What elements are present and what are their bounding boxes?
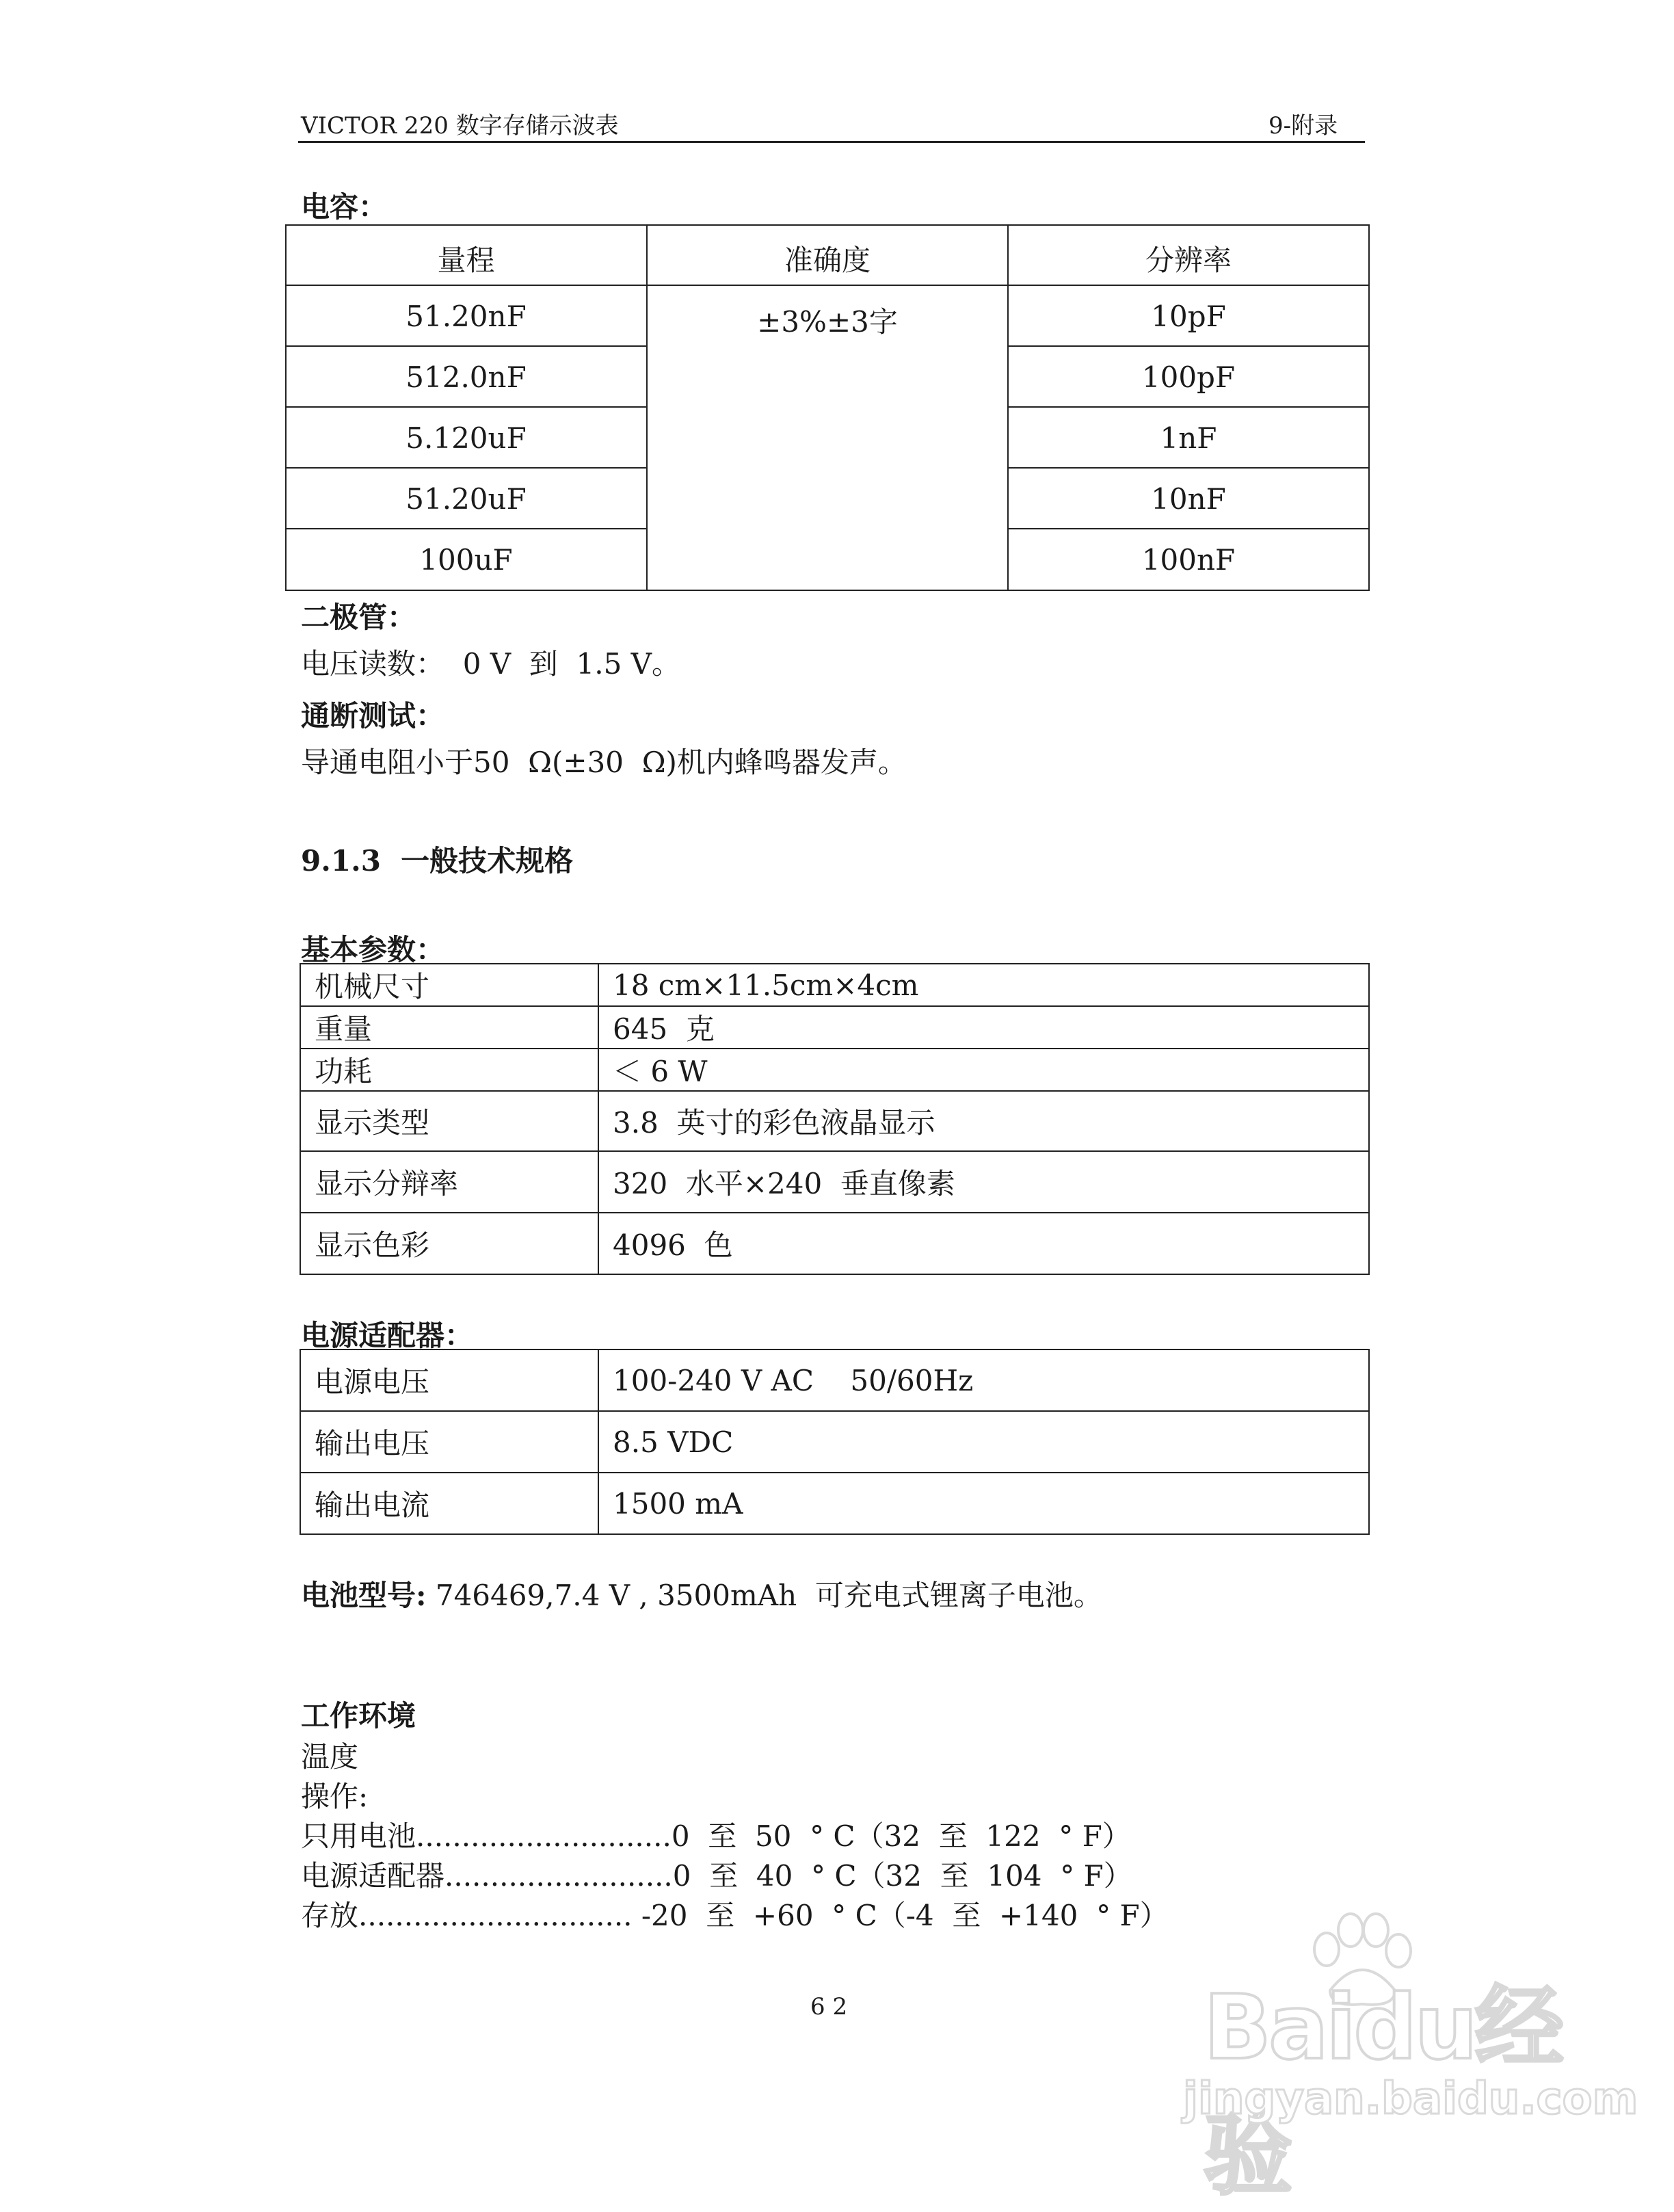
- range-cell: 512.0nF: [406, 360, 527, 394]
- table-row: [300, 1349, 1369, 1411]
- diode-heading: 二极管：: [301, 601, 416, 634]
- resolution-cell: 10pF: [1151, 300, 1226, 333]
- param-name: 显示色彩: [300, 1213, 598, 1274]
- table-row: [300, 1091, 1369, 1151]
- table-row: [300, 1006, 1369, 1049]
- document-title: VICTOR 220 数字存储示波表: [301, 112, 619, 140]
- resolution-cell: 100pF: [1141, 360, 1236, 394]
- environment-line: 温度: [301, 1740, 359, 1774]
- param-value: 645 克: [598, 1006, 1369, 1049]
- environment-heading: 工作环境: [301, 1699, 416, 1733]
- range-cell: 51.20nF: [406, 300, 527, 333]
- resolution-cell: 1nF: [1160, 421, 1217, 455]
- col-header-accuracy: 准确度: [784, 243, 871, 277]
- adapter-heading: 电源适配器：: [301, 1319, 474, 1352]
- param-value: ＜ 6 W: [598, 1049, 1369, 1091]
- param-value: 1500 mA: [598, 1473, 1369, 1534]
- resolution-cell: 100nF: [1141, 543, 1236, 577]
- param-name: 电源电压: [300, 1349, 598, 1411]
- range-cell: 5.120uF: [406, 421, 527, 455]
- adapter-table: [300, 1349, 1370, 1535]
- environment-line: 电源适配器.........................0 至 40 ° C（32 至 104 ° F）: [301, 1859, 1132, 1893]
- table-row: [300, 1213, 1369, 1274]
- resolution-cell: 10nF: [1151, 482, 1226, 516]
- continuity-heading: 通断测试：: [301, 699, 445, 733]
- param-value: 4096 色: [598, 1213, 1369, 1274]
- page-number: 6 2: [810, 1993, 848, 2020]
- param-name: 功耗: [300, 1049, 598, 1091]
- param-name: 重量: [300, 1006, 598, 1049]
- capacitance-table-grid: [285, 224, 1370, 591]
- range-cell: 51.20uF: [406, 482, 527, 516]
- param-value: 18 cm×11.5cm×4cm: [598, 964, 1369, 1006]
- param-name: 输出电流: [300, 1473, 598, 1534]
- continuity-text: 导通电阻小于50 Ω(±30 Ω)机内蜂鸣器发声。: [301, 746, 907, 779]
- table-row: [300, 1473, 1369, 1534]
- table-row: [300, 1049, 1369, 1091]
- environment-line: 只用电池............................0 至 50 ° C（32 至 122 ° F）: [301, 1819, 1131, 1853]
- basic-params-table: [300, 963, 1370, 1275]
- battery-line: [301, 1573, 1102, 1614]
- table-row: [300, 1151, 1369, 1213]
- col-header-resolution: 分辨率: [1145, 243, 1232, 277]
- header-rule: [298, 141, 1365, 143]
- param-value: 8.5 VDC: [598, 1411, 1369, 1473]
- range-cell: 100uF: [419, 543, 513, 577]
- battery-label: 电池型号:: [301, 1579, 427, 1612]
- section-title: 9.1.3 一般技术规格: [301, 844, 574, 878]
- basic-params-heading: 基本参数：: [301, 933, 445, 966]
- param-value: 320 水平×240 垂直像素: [598, 1151, 1369, 1213]
- param-value: 3.8 英寸的彩色液晶显示: [598, 1091, 1369, 1151]
- diode-text: 电压读数： 0 V 到 1.5 V。: [301, 647, 680, 681]
- param-value: 100-240 V AC 50/60Hz: [598, 1349, 1369, 1411]
- watermark-url: jingyan.baidu.com: [1183, 2074, 1638, 2124]
- param-name: 机械尺寸: [300, 964, 598, 1006]
- table-row: [300, 964, 1369, 1006]
- section-label: 9-附录: [1268, 112, 1338, 140]
- capacitance-table: [285, 224, 1370, 591]
- param-name: 输出电压: [300, 1411, 598, 1473]
- col-header-range: 量程: [437, 243, 495, 277]
- accuracy-cell: ±3%±3字: [757, 305, 898, 339]
- environment-line: 存放.............................. -20 至 +60 ° C（-4 至 +140 ° F）: [301, 1899, 1169, 1932]
- param-name: 显示类型: [300, 1091, 598, 1151]
- table-row: [300, 1411, 1369, 1473]
- capacitance-heading: 电容：: [301, 190, 388, 224]
- battery-spec: 746469,7.4 V , 3500mAh 可充电式锂离子电池。: [426, 1579, 1102, 1612]
- watermark-brand: Baidu经验: [1204, 1975, 1561, 2207]
- environment-line: 操作:: [301, 1780, 369, 1813]
- param-name: 显示分辩率: [300, 1151, 598, 1213]
- baidu-watermark: [1162, 1929, 1638, 2207]
